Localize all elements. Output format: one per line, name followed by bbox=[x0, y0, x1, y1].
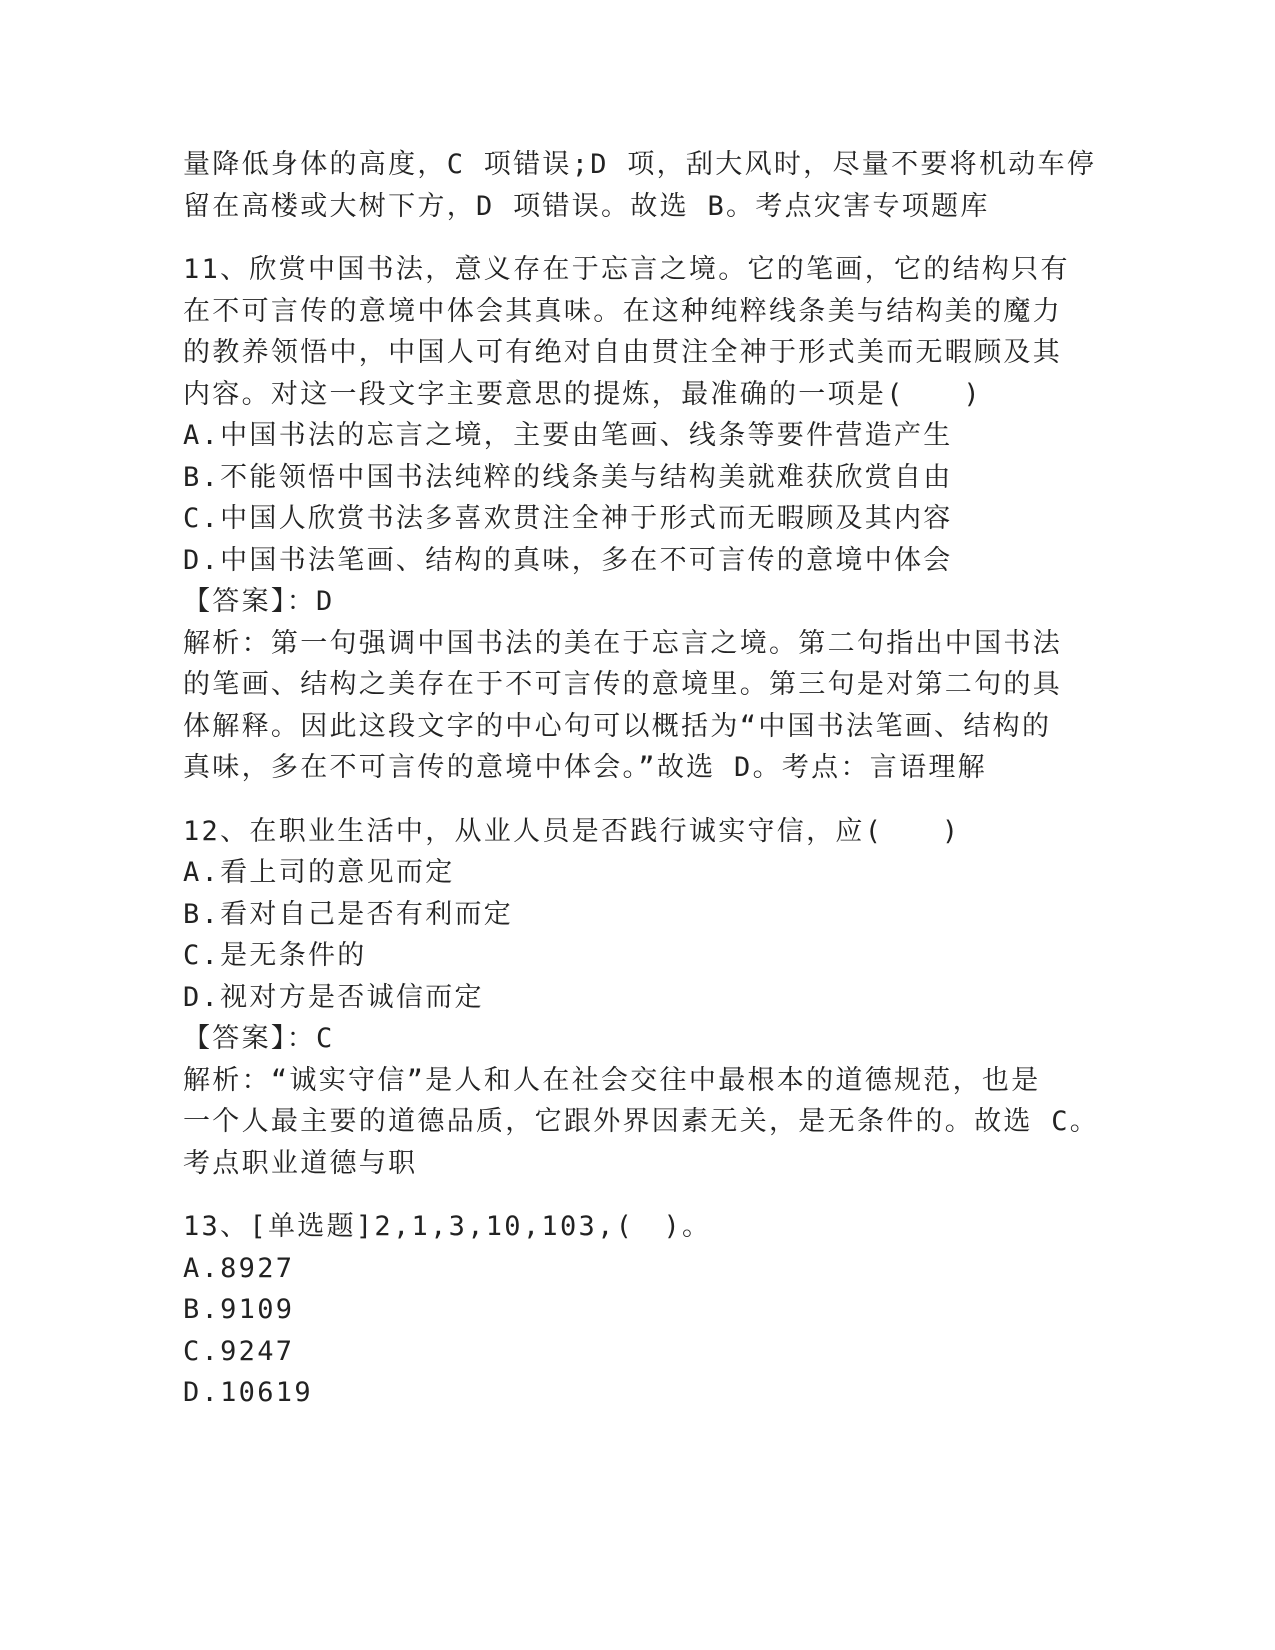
previous-question-analysis bbox=[183, 144, 1097, 227]
question-stem-line: 13、[单选题]2,1,3,10,103,( )。 bbox=[183, 1211, 712, 1242]
text-line: 量降低身体的高度，C 项错误;D 项，刮大风时，尽量不要将机动车停 bbox=[183, 149, 1097, 180]
question-12 bbox=[183, 811, 1100, 1185]
option-b: B.不能领悟中国书法纯粹的线条美与结构美就难获欣赏自由 bbox=[183, 461, 953, 493]
analysis-line: 的笔画、结构之美存在于不可言传的意境里。第三句是对第二句的具 bbox=[183, 669, 1062, 700]
analysis-line: 体解释。因此这段文字的中心句可以概括为“中国书法笔画、结构的 bbox=[183, 710, 1052, 742]
answer-line: 【答案】：D bbox=[183, 586, 335, 617]
document-page bbox=[183, 144, 1100, 1414]
option-a: A.中国书法的忘言之境，主要由笔画、线条等要件营造产生 bbox=[183, 420, 953, 451]
option-d: D.中国书法笔画、结构的真味，多在不可言传的意境中体会 bbox=[183, 544, 953, 576]
option-c: C.中国人欣赏书法多喜欢贯注全神于形式而无暇顾及其内容 bbox=[183, 503, 953, 534]
option-a: A.看上司的意见而定 bbox=[183, 857, 455, 888]
option-d: D.10619 bbox=[183, 1377, 313, 1408]
question-stem-line: 的教养领悟中，中国人可有绝对自由贯注全神于形式美而无暇顾及其 bbox=[183, 337, 1062, 368]
answer-line: 【答案】：C bbox=[183, 1023, 335, 1054]
text-line: 留在高楼或大树下方，D 项错误。故选 B。考点灾害专项题库 bbox=[183, 190, 990, 222]
question-13 bbox=[183, 1206, 1063, 1414]
analysis-line: 真味，多在不可言传的意境中体会。”故选 D。考点：言语理解 bbox=[183, 752, 987, 783]
question-stem-line: 内容。对这一段文字主要意思的提炼，最准确的一项是( ) bbox=[183, 378, 982, 410]
option-b: B.9109 bbox=[183, 1294, 295, 1325]
question-stem-line: 11、欣赏中国书法，意义存在于忘言之境。它的笔画，它的结构只有 bbox=[183, 254, 1070, 285]
analysis-line: 一个人最主要的道德品质，它跟外界因素无关，是无条件的。故选 C。 bbox=[183, 1106, 1100, 1137]
option-b: B.看对自己是否有利而定 bbox=[183, 898, 514, 930]
option-c: C.是无条件的 bbox=[183, 940, 367, 971]
analysis-line: 考点职业道德与职 bbox=[183, 1147, 418, 1179]
question-11 bbox=[183, 249, 1070, 789]
analysis-line: 解析：“诚实守信”是人和人在社会交往中最根本的道德规范，也是 bbox=[183, 1064, 1041, 1096]
option-c: C.9247 bbox=[183, 1335, 295, 1367]
option-a: A.8927 bbox=[183, 1252, 295, 1284]
analysis-line: 解析：第一句强调中国书法的美在于忘言之境。第二句指出中国书法 bbox=[183, 627, 1062, 659]
option-d: D.视对方是否诚信而定 bbox=[183, 981, 484, 1013]
question-stem-line: 12、在职业生活中，从业人员是否践行诚实守信，应( ) bbox=[183, 815, 961, 847]
question-stem-line: 在不可言传的意境中体会其真味。在这种纯粹线条美与结构美的魔力 bbox=[183, 295, 1062, 327]
